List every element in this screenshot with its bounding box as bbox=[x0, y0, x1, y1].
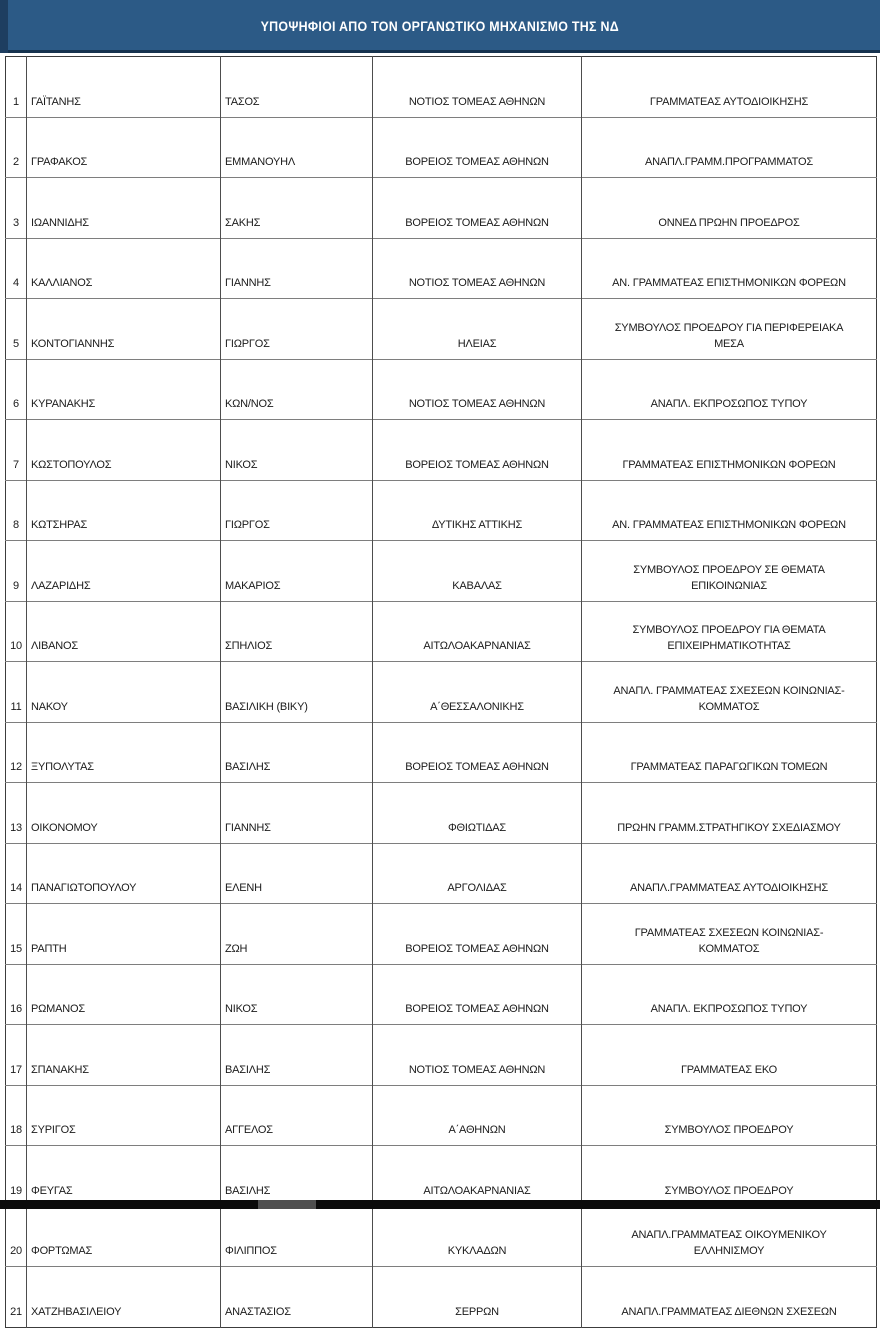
row-number-cell: 2 bbox=[6, 117, 27, 178]
row-number-cell: 4 bbox=[6, 238, 27, 299]
surname-cell: ΦΟΡΤΩΜΑΣ bbox=[27, 1206, 221, 1267]
table-row bbox=[6, 420, 877, 481]
position-cell: ΑΝ. ΓΡΑΜΜΑΤΕΑΣ ΕΠΙΣΤΗΜΟΝΙΚΩΝ ΦΟΡΕΩΝ bbox=[582, 480, 877, 541]
region-cell: ΗΛΕΙΑΣ bbox=[373, 299, 582, 360]
surname-cell: ΡΩΜΑΝΟΣ bbox=[27, 964, 221, 1025]
table-row bbox=[6, 359, 877, 420]
table-row bbox=[6, 1085, 877, 1146]
table-row bbox=[6, 662, 877, 723]
surname-cell: ΙΩΑΝΝΙΔΗΣ bbox=[27, 178, 221, 239]
surname-cell: ΚΩΣΤΟΠΟΥΛΟΣ bbox=[27, 420, 221, 481]
position-cell: ΑΝΑΠΛ. ΕΚΠΡΟΣΩΠΟΣ ΤΥΠΟΥ bbox=[582, 964, 877, 1025]
surname-cell: ΛΙΒΑΝΟΣ bbox=[27, 601, 221, 662]
row-number-cell: 13 bbox=[6, 783, 27, 844]
position-cell: ΣΥΜΒΟΥΛΟΣ ΠΡΟΕΔΡΟΥ bbox=[582, 1146, 877, 1207]
region-cell: ΑΙΤΩΛΟΑΚΑΡΝΑΝΙΑΣ bbox=[373, 1146, 582, 1207]
region-cell: ΦΘΙΩΤΙΔΑΣ bbox=[373, 783, 582, 844]
row-number-cell: 14 bbox=[6, 843, 27, 904]
table-body bbox=[6, 57, 877, 1328]
position-cell: ΑΝΑΠΛ.ΓΡΑΜΜΑΤΕΑΣ ΑΥΤΟΔΙΟΙΚΗΣΗΣ bbox=[582, 843, 877, 904]
region-cell: ΝΟΤΙΟΣ ΤΟΜΕΑΣ ΑΘΗΝΩΝ bbox=[373, 238, 582, 299]
first-name-cell: ΒΑΣΙΛΗΣ bbox=[221, 1146, 373, 1207]
surname-cell: ΣΠΑΝΑΚΗΣ bbox=[27, 1025, 221, 1086]
first-name-cell: ΦΙΛΙΠΠΟΣ bbox=[221, 1206, 373, 1267]
row-number-cell: 21 bbox=[6, 1267, 27, 1328]
row-number-cell: 19 bbox=[6, 1146, 27, 1207]
surname-cell: ΣΥΡΙΓΟΣ bbox=[27, 1085, 221, 1146]
position-cell: ΟΝΝΕΔ ΠΡΩΗΝ ΠΡΟΕΔΡΟΣ bbox=[582, 178, 877, 239]
row-number-cell: 12 bbox=[6, 722, 27, 783]
position-cell: ΣΥΜΒΟΥΛΟΣ ΠΡΟΕΔΡΟΥ bbox=[582, 1085, 877, 1146]
first-name-cell: ΤΑΣΟΣ bbox=[221, 57, 373, 118]
first-name-cell: ΒΑΣΙΛΗΣ bbox=[221, 722, 373, 783]
position-cell: ΠΡΩΗΝ ΓΡΑΜΜ.ΣΤΡΑΤΗΓΙΚΟΥ ΣΧΕΔΙΑΣΜΟΥ bbox=[582, 783, 877, 844]
region-cell: ΝΟΤΙΟΣ ΤΟΜΕΑΣ ΑΘΗΝΩΝ bbox=[373, 1025, 582, 1086]
first-name-cell: ΝΙΚΟΣ bbox=[221, 964, 373, 1025]
region-cell: ΚΑΒΑΛΑΣ bbox=[373, 541, 582, 602]
table-row bbox=[6, 1146, 877, 1207]
position-cell: ΑΝΑΠΛ. ΕΚΠΡΟΣΩΠΟΣ ΤΥΠΟΥ bbox=[582, 359, 877, 420]
row-number-cell: 5 bbox=[6, 299, 27, 360]
row-number-cell: 17 bbox=[6, 1025, 27, 1086]
position-cell: ΑΝΑΠΛ.ΓΡΑΜΜΑΤΕΑΣ ΟΙΚΟΥΜΕΝΙΚΟΥ ΕΛΛΗΝΙΣΜΟΥ bbox=[582, 1206, 877, 1267]
first-name-cell: ΣΑΚΗΣ bbox=[221, 178, 373, 239]
table-row bbox=[6, 964, 877, 1025]
region-cell: ΚΥΚΛΑΔΩΝ bbox=[373, 1206, 582, 1267]
surname-cell: ΞΥΠΟΛΥΤΑΣ bbox=[27, 722, 221, 783]
region-cell: ΒΟΡΕΙΟΣ ΤΟΜΕΑΣ ΑΘΗΝΩΝ bbox=[373, 420, 582, 481]
surname-cell: ΓΑΪΤΑΝΗΣ bbox=[27, 57, 221, 118]
first-name-cell: ΝΙΚΟΣ bbox=[221, 420, 373, 481]
first-name-cell: ΒΑΣΙΛΙΚΗ (ΒΙΚΥ) bbox=[221, 662, 373, 723]
table-row bbox=[6, 722, 877, 783]
table-row bbox=[6, 57, 877, 118]
first-name-cell: ΣΠΗΛΙΟΣ bbox=[221, 601, 373, 662]
row-number-cell: 7 bbox=[6, 420, 27, 481]
row-number-cell: 11 bbox=[6, 662, 27, 723]
first-name-cell: ΕΜΜΑΝΟΥΗΛ bbox=[221, 117, 373, 178]
row-number-cell: 3 bbox=[6, 178, 27, 239]
table-row bbox=[6, 904, 877, 965]
table-row bbox=[6, 1206, 877, 1267]
region-cell: ΒΟΡΕΙΟΣ ΤΟΜΕΑΣ ΑΘΗΝΩΝ bbox=[373, 117, 582, 178]
surname-cell: ΚΥΡΑΝΑΚΗΣ bbox=[27, 359, 221, 420]
region-cell: ΣΕΡΡΩΝ bbox=[373, 1267, 582, 1328]
surname-cell: ΠΑΝΑΓΙΩΤΟΠΟΥΛΟΥ bbox=[27, 843, 221, 904]
region-cell: ΑΙΤΩΛΟΑΚΑΡΝΑΝΙΑΣ bbox=[373, 601, 582, 662]
region-cell: Α΄ΘΕΣΣΑΛΟΝΙΚΗΣ bbox=[373, 662, 582, 723]
position-cell: ΑΝ. ΓΡΑΜΜΑΤΕΑΣ ΕΠΙΣΤΗΜΟΝΙΚΩΝ ΦΟΡΕΩΝ bbox=[582, 238, 877, 299]
row-number-cell: 9 bbox=[6, 541, 27, 602]
first-name-cell: ΑΝΑΣΤΑΣΙΟΣ bbox=[221, 1267, 373, 1328]
first-name-cell: ΒΑΣΙΛΗΣ bbox=[221, 1025, 373, 1086]
row-number-cell: 18 bbox=[6, 1085, 27, 1146]
table-row bbox=[6, 601, 877, 662]
position-cell: ΓΡΑΜΜΑΤΕΑΣ ΣΧΕΣΕΩΝ ΚΟΙΝΩΝΙΑΣ- ΚΟΜΜΑΤΟΣ bbox=[582, 904, 877, 965]
row-number-cell: 16 bbox=[6, 964, 27, 1025]
surname-cell: ΛΑΖΑΡΙΔΗΣ bbox=[27, 541, 221, 602]
surname-cell: ΦΕΥΓΑΣ bbox=[27, 1146, 221, 1207]
region-cell: ΔΥΤΙΚΗΣ ΑΤΤΙΚΗΣ bbox=[373, 480, 582, 541]
first-name-cell: ΓΙΩΡΓΟΣ bbox=[221, 480, 373, 541]
row-number-cell: 1 bbox=[13, 95, 19, 108]
table-row bbox=[6, 1025, 877, 1086]
row-number-cell: 8 bbox=[6, 480, 27, 541]
first-name-cell: ΓΙΩΡΓΟΣ bbox=[221, 299, 373, 360]
region-cell: ΝΟΤΙΟΣ ΤΟΜΕΑΣ ΑΘΗΝΩΝ bbox=[373, 57, 582, 118]
surname-cell: ΡΑΠΤΗ bbox=[27, 904, 221, 965]
scrollbar-thumb[interactable] bbox=[258, 1200, 316, 1209]
position-cell: ΣΥΜΒΟΥΛΟΣ ΠΡΟΕΔΡΟΥ ΓΙΑ ΘΕΜΑΤΑ ΕΠΙΧΕΙΡΗΜΑΤΙΚΟΤΗΤΑΣ bbox=[582, 601, 877, 662]
region-cell: ΝΟΤΙΟΣ ΤΟΜΕΑΣ ΑΘΗΝΩΝ bbox=[373, 359, 582, 420]
region-cell: ΒΟΡΕΙΟΣ ΤΟΜΕΑΣ ΑΘΗΝΩΝ bbox=[373, 722, 582, 783]
first-name-cell: ΚΩΝ/ΝΟΣ bbox=[221, 359, 373, 420]
first-name-cell: ΑΓΓΕΛΟΣ bbox=[221, 1085, 373, 1146]
region-cell: ΑΡΓΟΛΙΔΑΣ bbox=[373, 843, 582, 904]
table-row bbox=[6, 480, 877, 541]
first-name-cell: ΖΩΗ bbox=[221, 904, 373, 965]
position-cell: ΓΡΑΜΜΑΤΕΑΣ ΕΠΙΣΤΗΜΟΝΙΚΩΝ ΦΟΡΕΩΝ bbox=[582, 420, 877, 481]
row-number-cell: 6 bbox=[6, 359, 27, 420]
position-cell: ΑΝΑΠΛ.ΓΡΑΜΜ.ΠΡΟΓΡΑΜΜΑΤΟΣ bbox=[582, 117, 877, 178]
row-number-cell: 20 bbox=[6, 1206, 27, 1267]
surname-cell: ΟΙΚΟΝΟΜΟΥ bbox=[27, 783, 221, 844]
table-row bbox=[6, 299, 877, 360]
first-name-cell: ΜΑΚΑΡΙΟΣ bbox=[221, 541, 373, 602]
position-cell: ΣΥΜΒΟΥΛΟΣ ΠΡΟΕΔΡΟΥ ΣΕ ΘΕΜΑΤΑ ΕΠΙΚΟΙΝΩΝΙΑΣ bbox=[582, 541, 877, 602]
region-cell: ΒΟΡΕΙΟΣ ΤΟΜΕΑΣ ΑΘΗΝΩΝ bbox=[373, 178, 582, 239]
position-cell: ΑΝΑΠΛ. ΓΡΑΜΜΑΤΕΑΣ ΣΧΕΣΕΩΝ ΚΟΙΝΩΝΙΑΣ- ΚΟΜΜΑΤΟΣ bbox=[582, 662, 877, 723]
surname-cell: ΚΩΤΣΗΡΑΣ bbox=[27, 480, 221, 541]
first-name-cell: ΓΙΑΝΝΗΣ bbox=[221, 238, 373, 299]
surname-cell: ΓΡΑΦΑΚΟΣ bbox=[27, 117, 221, 178]
table-row bbox=[6, 1267, 877, 1328]
table-title-bar bbox=[0, 0, 880, 53]
table-row bbox=[6, 783, 877, 844]
page-title: ΥΠΟΨΗΦΙΟΙ ΑΠΟ ΤΟΝ ΟΡΓΑΝΩΤΙΚΟ ΜΗΧΑΝΙΣΜΟ ΤΗΣ ΝΔ bbox=[260, 19, 620, 34]
surname-cell: ΚΟΝΤΟΓΙΑΝΝΗΣ bbox=[27, 299, 221, 360]
position-cell: ΑΝΑΠΛ.ΓΡΑΜΜΑΤΕΑΣ ΔΙΕΘΝΩΝ ΣΧΕΣΕΩΝ bbox=[582, 1267, 877, 1328]
table-row bbox=[6, 178, 877, 239]
first-name-cell: ΓΙΑΝΝΗΣ bbox=[221, 783, 373, 844]
position-cell: ΓΡΑΜΜΑΤΕΑΣ ΕΚΟ bbox=[582, 1025, 877, 1086]
surname-cell: ΝΑΚΟΥ bbox=[27, 662, 221, 723]
surname-cell: ΧΑΤΖΗΒΑΣΙΛΕΙΟΥ bbox=[27, 1267, 221, 1328]
position-cell: ΣΥΜΒΟΥΛΟΣ ΠΡΟΕΔΡΟΥ ΓΙΑ ΠΕΡΙΦΕΡΕΙΑΚΑ ΜΕΣΑ bbox=[582, 299, 877, 360]
candidates-table bbox=[5, 56, 877, 1328]
table-row bbox=[6, 238, 877, 299]
position-cell: ΓΡΑΜΜΑΤΕΑΣ ΠΑΡΑΓΩΓΙΚΩΝ ΤΟΜΕΩΝ bbox=[582, 722, 877, 783]
first-name-cell: ΕΛΕΝΗ bbox=[221, 843, 373, 904]
row-number-cell: 10 bbox=[6, 601, 27, 662]
bottom-scrollbar-track bbox=[0, 1200, 880, 1209]
region-cell: ΒΟΡΕΙΟΣ ΤΟΜΕΑΣ ΑΘΗΝΩΝ bbox=[373, 964, 582, 1025]
region-cell: ΒΟΡΕΙΟΣ ΤΟΜΕΑΣ ΑΘΗΝΩΝ bbox=[373, 904, 582, 965]
table-row bbox=[6, 117, 877, 178]
position-cell: ΓΡΑΜΜΑΤΕΑΣ ΑΥΤΟΔΙΟΙΚΗΣΗΣ bbox=[582, 57, 877, 118]
table-row bbox=[6, 541, 877, 602]
region-cell: Α΄ΑΘΗΝΩΝ bbox=[373, 1085, 582, 1146]
surname-cell: ΚΑΛΛΙΑΝΟΣ bbox=[27, 238, 221, 299]
table-row bbox=[6, 843, 877, 904]
row-number-cell: 15 bbox=[6, 904, 27, 965]
